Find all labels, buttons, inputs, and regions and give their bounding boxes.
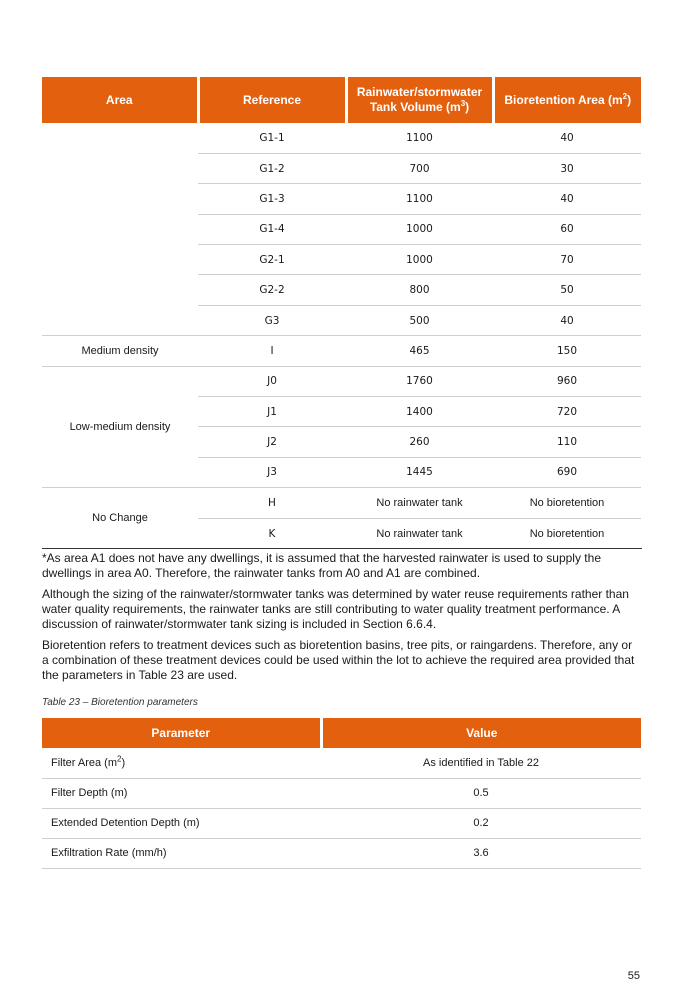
tank-cell: 465 <box>346 336 493 366</box>
parameter-cell: Filter Area $(m^2)$ <box>42 748 321 778</box>
page-number: 55 <box>627 970 640 982</box>
value-cell: 0.2 <box>321 808 641 838</box>
header-parameter: Parameter <box>42 718 321 748</box>
header-value: Value <box>321 718 641 748</box>
reference-cell: J0 <box>198 366 346 396</box>
header-bioretention-area: Bioretention Area $(m^2)$ <box>493 77 641 123</box>
bio-cell: 60 <box>493 214 641 244</box>
tank-cell: 800 <box>346 275 493 305</box>
reference-cell: J1 <box>198 397 346 427</box>
table-22 <box>42 77 641 548</box>
table-row <box>42 838 641 868</box>
parameter-cell: Exfiltration Rate (mm/h) <box>42 838 321 868</box>
tank-cell: 1445 <box>346 457 493 487</box>
value-cell: As identified in Table 22 <box>321 748 641 778</box>
reference-cell: G3 <box>198 305 346 335</box>
table-22-header-row <box>42 77 641 123</box>
bio-cell: 150 <box>493 336 641 366</box>
parameter-cell: Extended Detention Depth (m) <box>42 808 321 838</box>
reference-cell: G1-3 <box>198 184 346 214</box>
area-cell: No Change <box>92 512 148 525</box>
table-row <box>42 366 641 396</box>
bio-cell: 960 <box>493 366 641 396</box>
area-cell <box>42 123 198 336</box>
parameter-cell: Filter Depth (m) <box>42 778 321 808</box>
bio-cell: 40 <box>493 184 641 214</box>
reference-cell: J2 <box>198 427 346 457</box>
bio-cell: 30 <box>493 153 641 183</box>
reference-cell: G2-1 <box>198 245 346 275</box>
value-cell: 0.5 <box>321 778 641 808</box>
tank-cell: 500 <box>346 305 493 335</box>
reference-cell: K <box>268 527 276 540</box>
header-tank-volume: Rainwater/stormwater Tank Volume $(m^3)$ <box>346 77 493 123</box>
area-cell: Medium density <box>42 336 198 366</box>
tank-cell: No rainwater tank <box>346 488 493 518</box>
paragraph-bioretention: Bioretention refers to treatment devices such as bioretention basins, tree pits, or raingardens. Therefore, any or a combination of these treatment devices could be used within the lot to achieve the required area provided that the parameters in Table 23 are used. <box>42 638 635 682</box>
table-row <box>42 808 641 838</box>
table-row <box>42 778 641 808</box>
bio-cell: 690 <box>493 457 641 487</box>
reference-cell: H <box>198 488 346 518</box>
reference-cell: G1-4 <box>198 214 346 244</box>
tank-cell: 1000 <box>346 214 493 244</box>
tank-cell: 260 <box>346 427 493 457</box>
tank-cell: 1100 <box>346 184 493 214</box>
tank-cell: 1400 <box>346 397 493 427</box>
header-area: Area <box>42 77 198 123</box>
reference-cell: G2-2 <box>198 275 346 305</box>
table-row <box>42 123 641 153</box>
table-row <box>42 488 641 518</box>
bio-cell: 50 <box>493 275 641 305</box>
reference-cell: I <box>198 336 346 366</box>
tank-cell: 1100 <box>346 123 493 153</box>
table-23-header-row <box>42 718 641 748</box>
table-23-caption: Table 23 – Bioretention parameters <box>42 697 198 708</box>
bio-cell: 40 <box>493 305 641 335</box>
bio-cell: No bioretention <box>529 527 605 540</box>
reference-cell: J3 <box>198 457 346 487</box>
paragraph-tank-sizing: Although the sizing of the rainwater/stormwater tanks was determined by water reuse requirements rather than water quality requirements, the rainwater tanks are still contributing to water quality treatment performance. A discussion of rainwater/stormwater tank sizing is included in Section 6.6.4. <box>42 587 629 631</box>
tank-cell: 1000 <box>346 245 493 275</box>
tank-cell: No rainwater tank <box>376 527 463 540</box>
reference-cell: G1-1 <box>198 123 346 153</box>
header-reference: Reference <box>198 77 346 123</box>
bio-cell: 40 <box>493 123 641 153</box>
area-cell: Low-medium density <box>42 366 198 488</box>
value-cell: 3.6 <box>321 838 641 868</box>
tank-cell: 1760 <box>346 366 493 396</box>
table-footnote: *As area A1 does not have any dwellings, it is assumed that the harvested rainwater is used to supply the dwellings in area A0. Therefore, the rainwater tanks from A0 and A1 are combined. <box>42 548 642 581</box>
tank-cell: 700 <box>346 153 493 183</box>
table-23 <box>42 718 641 869</box>
bio-cell: 70 <box>493 245 641 275</box>
table-row <box>42 336 641 366</box>
bio-cell: No bioretention <box>493 488 641 518</box>
bio-cell: 110 <box>493 427 641 457</box>
table-row <box>42 748 641 778</box>
bio-cell: 720 <box>493 397 641 427</box>
reference-cell: G1-2 <box>198 153 346 183</box>
